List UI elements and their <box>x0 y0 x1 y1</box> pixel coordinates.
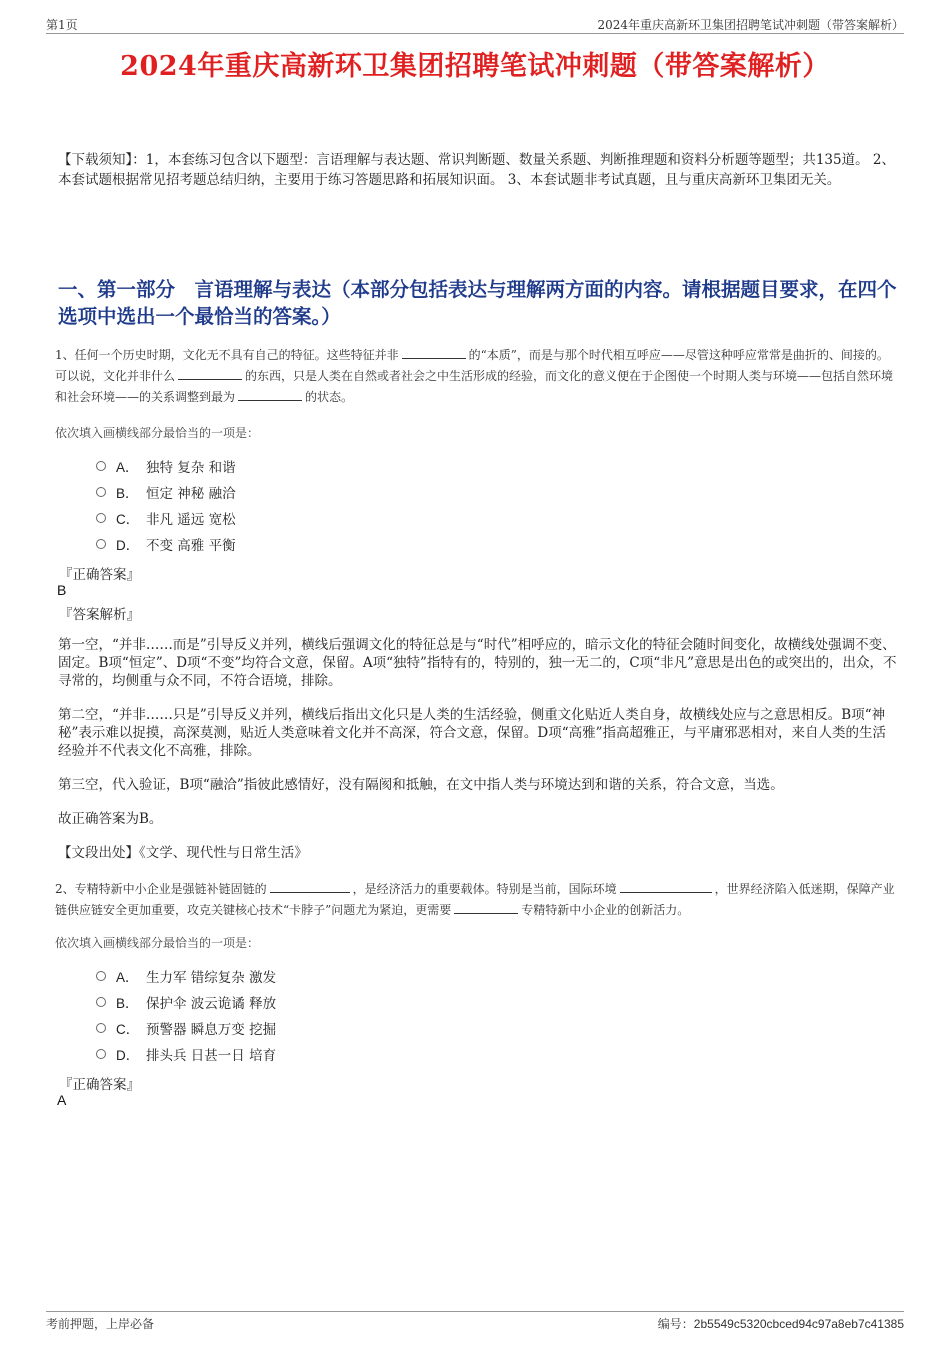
q2-blank-3 <box>454 900 518 914</box>
option-letter: B． <box>116 486 139 501</box>
q2-option-d[interactable] <box>96 1041 596 1067</box>
q2-stem-part-a: 2、专精特新中小企业是强链补链固链的 <box>55 882 267 896</box>
radio-icon[interactable] <box>96 1049 106 1059</box>
question-1-prompt: 依次填入画横线部分最恰当的一项是： <box>55 426 260 440</box>
option-letter: B． <box>116 996 139 1011</box>
q1-source: 【文段出处】《文学、现代性与日常生活》 <box>58 845 308 861</box>
page-header <box>46 14 904 34</box>
q2-correct-answer-label: 『正确答案』 <box>59 1077 140 1093</box>
header-doc-title: 2024年重庆高新环卫集团招聘笔试冲刺题（带答案解析） <box>597 18 904 32</box>
q1-analysis-paragraph-2: 第二空，“并非……只是”引导反义并列，横线后指出文化只是人类的生活经验，侧重文化贴近人类自身，故横线处应与之意思相反。B项“神秘”表示难以捉摸，高深莫测，贴近人类意味着文化并不高深，符合文意，保留。D项“高雅”指高超雅正，与平庸邪恶相对，来自人类的生活经验并不代表文化不高雅，排除。 <box>58 707 887 759</box>
q2-stem-part-d: 专精特新中小企业的创新活力。 <box>521 903 690 917</box>
q1-analysis-conclusion: 故正确答案为B。 <box>58 811 163 827</box>
option-text: 预警器 瞬息万变 挖掘 <box>146 1022 277 1038</box>
q1-option-d[interactable] <box>96 531 596 557</box>
option-letter: A． <box>116 970 139 985</box>
option-text: 不变 高雅 平衡 <box>146 538 236 554</box>
q1-blank-1 <box>402 345 466 359</box>
option-letter: D． <box>116 538 140 553</box>
q1-analysis-paragraph-1: 第一空，“并非……而是”引导反义并列，横线后强调文化的特征总是与“时代”相呼应的，暗示文化的特征会随时间变化，故横线处强调不变、固定。B项“恒定”、D项“不变”均符合文意，保留。A项“独特”指特有的，特别的，独一无二的，C项“非凡”意思是出色的或突出的，出众，不寻常的，均侧重与众不同，不符合语境，排除。 <box>58 637 897 689</box>
q2-option-a[interactable] <box>96 963 596 989</box>
q1-stem-part-d: 的状态。 <box>305 390 354 404</box>
q2-option-c[interactable] <box>96 1015 596 1041</box>
radio-icon[interactable] <box>96 997 106 1007</box>
option-letter: D． <box>116 1048 140 1063</box>
q1-answer-value: B <box>57 582 67 598</box>
radio-icon[interactable] <box>96 487 106 497</box>
option-text: 保护伞 波云诡谲 释放 <box>146 996 277 1012</box>
q2-stem-part-b: ，是经济活力的重要载体。特别是当前，国际环境 <box>352 882 617 896</box>
q1-analysis-paragraph-3: 第三空，代入验证，B项“融洽”指彼此感情好，没有隔阂和抵触，在文中指人类与环境达到和谐的关系，符合文意，当选。 <box>58 777 784 793</box>
page-number: 第1页 <box>46 18 78 32</box>
question-2-options <box>96 963 596 1067</box>
q1-analysis-label: 『答案解析』 <box>59 607 140 623</box>
q2-option-b[interactable] <box>96 989 596 1015</box>
radio-icon[interactable] <box>96 513 106 523</box>
q1-option-c[interactable] <box>96 505 596 531</box>
option-letter: A． <box>116 460 139 475</box>
question-2-stem <box>55 879 900 921</box>
option-text: 恒定 神秘 融洽 <box>146 486 236 502</box>
section-heading: 一、第一部分 言语理解与表达（本部分包括表达与理解两方面的内容。请根据题目要求，在四个选项中选出一个最恰当的答案。） <box>58 278 897 328</box>
q2-answer-value: A <box>57 1092 67 1108</box>
q1-stem-part-a: 1、任何一个历史时期，文化无不具有自己的特征。这些特征并非 <box>55 348 399 362</box>
q2-blank-2 <box>620 879 712 893</box>
footer-code <box>658 1315 904 1332</box>
q1-option-a[interactable] <box>96 453 596 479</box>
q1-blank-2 <box>178 366 242 380</box>
option-text: 排头兵 日甚一日 培育 <box>146 1048 277 1064</box>
question-1-options <box>96 453 596 557</box>
download-notice: 【下载须知】：1，本套练习包含以下题型：言语理解与表达题、常识判断题、数量关系题、判断推理题和资料分析题等题型；共135道。 2、本套试题根据常见招考题总结归纳，主要用于练习答题思路和拓展知识面。 3、本套试题非考试真题，且与重庆高新环卫集团无关。 <box>58 152 895 188</box>
q1-correct-answer-label: 『正确答案』 <box>59 567 140 583</box>
footer-code-label: 编号： <box>657 1317 694 1331</box>
radio-icon[interactable] <box>96 539 106 549</box>
radio-icon[interactable] <box>96 971 106 981</box>
question-1-stem <box>55 345 900 408</box>
footer-code-value: 2b5549c5320cbced94c97a8eb7c41385 <box>693 1317 904 1331</box>
option-letter: C． <box>116 512 140 527</box>
q2-blank-1 <box>270 879 350 893</box>
q1-stem-part-c: 的东西，只是人类在自然或者社会之中生活形成的经验，而文化的意义便在于企图使一个时期人类与环境——包括自然环境和社会环境——的关系调整到最为 <box>55 369 894 404</box>
radio-icon[interactable] <box>96 461 106 471</box>
question-2-prompt: 依次填入画横线部分最恰当的一项是： <box>55 936 260 950</box>
q1-stem-part-b: 的“本质”，而是与那个时代相互呼应——尽管这种呼应常常是曲折的、间接的。可以说，文化并非什么 <box>55 348 889 383</box>
document-title: 2024年重庆高新环卫集团招聘笔试冲刺题（带答案解析） <box>120 51 830 82</box>
q2-stem-part-c: ，世界经济陷入低迷期，保障产业链供应链安全更加重要，攻克关键核心技术“卡脖子”问题尤为紧迫，更需要 <box>55 882 895 917</box>
q1-blank-3 <box>238 387 302 401</box>
option-text: 非凡 遥远 宽松 <box>146 512 236 528</box>
page-footer <box>46 1311 904 1333</box>
radio-icon[interactable] <box>96 1023 106 1033</box>
footer-slogan: 考前押题，上岸必备 <box>46 1317 155 1331</box>
option-text: 独特 复杂 和谐 <box>146 460 236 476</box>
q1-option-b[interactable] <box>96 479 596 505</box>
option-text: 生力军 错综复杂 激发 <box>146 970 277 986</box>
option-letter: C． <box>116 1022 140 1037</box>
